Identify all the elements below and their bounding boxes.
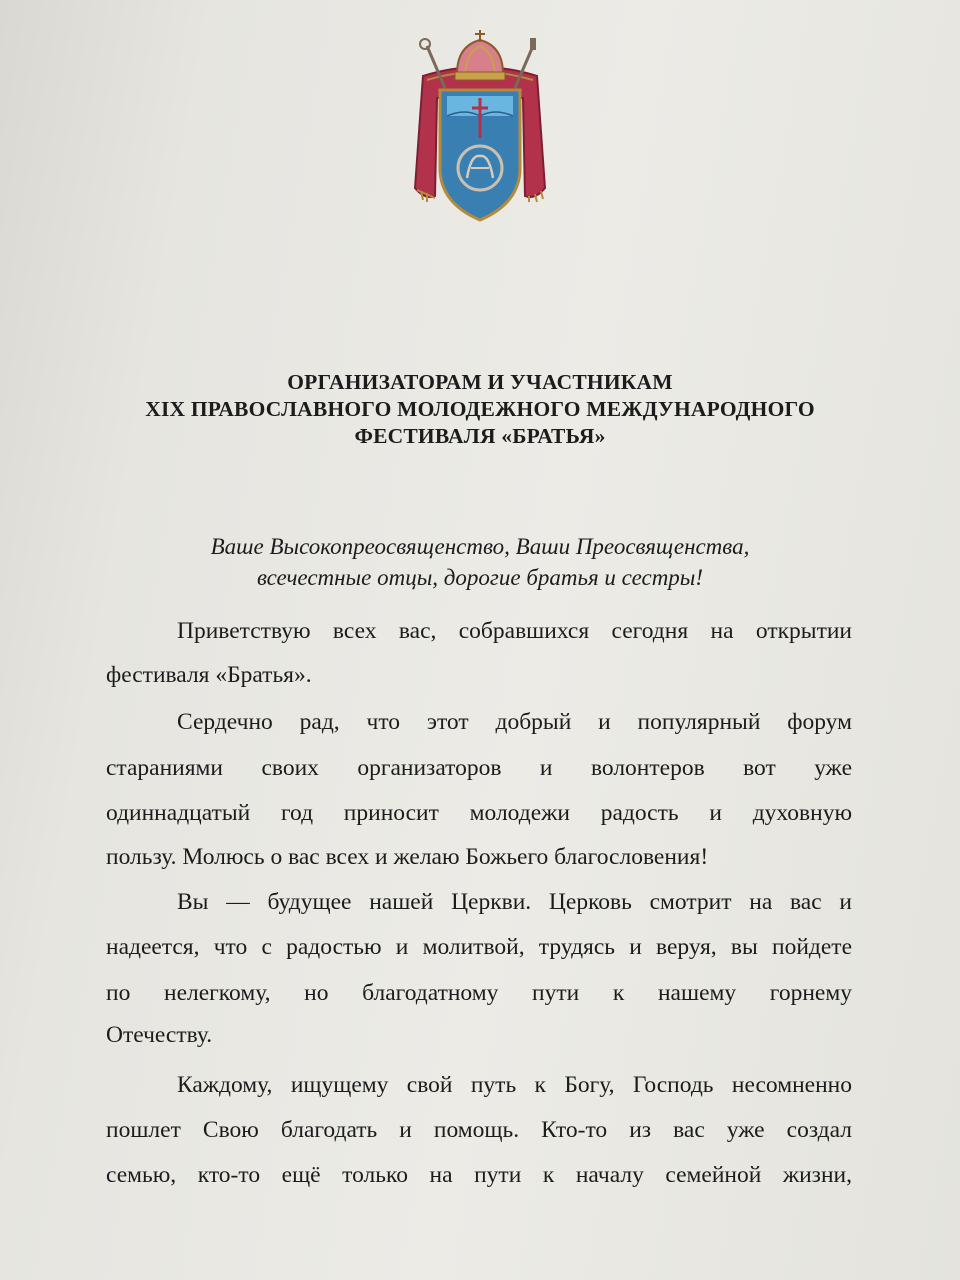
- paragraph-4-line-2: пошлет Свою благодать и помощь. Кто-то из вас уже создал: [106, 1117, 852, 1143]
- heading-line-2: XIX ПРАВОСЛАВНОГО МОЛОДЕЖНОГО МЕЖДУНАРОДНОГО: [145, 397, 815, 421]
- paragraph-1-line-2: фестиваля «Братья».: [106, 662, 312, 688]
- coat-of-arms-crest: [405, 28, 555, 228]
- salutation-line-2: всечестные отцы, дорогие братья и сестры!: [256, 565, 704, 590]
- paragraph-3-line-1: Вы — будущее нашей Церкви. Церковь смотрит на вас и: [177, 889, 852, 915]
- heading-line-3: ФЕСТИВАЛЯ «БРАТЬЯ»: [354, 424, 606, 448]
- paragraph-2-line-3: одиннадцатый год приносит молодежи радость и духовную: [106, 800, 852, 826]
- paragraph-2-line-4: пользу. Молюсь о вас всех и желаю Божьего благословения!: [106, 844, 709, 870]
- paragraph-2-line-2: стараниями своих организаторов и волонтеров вот уже: [106, 755, 852, 781]
- paragraph-2-line-1: Сердечно рад, что этот добрый и популярный форум: [177, 709, 852, 735]
- paragraph-3-line-4: Отечеству.: [106, 1022, 213, 1048]
- paragraph-3-line-3: по нелегкому, но благодатному пути к нашему горнему: [106, 980, 852, 1006]
- paragraph-4-line-1: Каждому, ищущему свой путь к Богу, Господь несомненно: [177, 1072, 852, 1098]
- paragraph-4-line-3: семью, кто-то ещё только на пути к началу семейной жизни,: [106, 1162, 852, 1188]
- paragraph-3-line-2: надеется, что с радостью и молитвой, трудясь и веруя, вы пойдете: [106, 934, 852, 960]
- salutation-line-1: Ваше Высокопреосвященство, Ваши Преосвященства,: [210, 534, 750, 559]
- heading-line-1: ОРГАНИЗАТОРАМ И УЧАСТНИКАМ: [287, 370, 673, 394]
- paragraph-1-line-1: Приветствую всех вас, собравшихся сегодня на открытии: [177, 618, 852, 644]
